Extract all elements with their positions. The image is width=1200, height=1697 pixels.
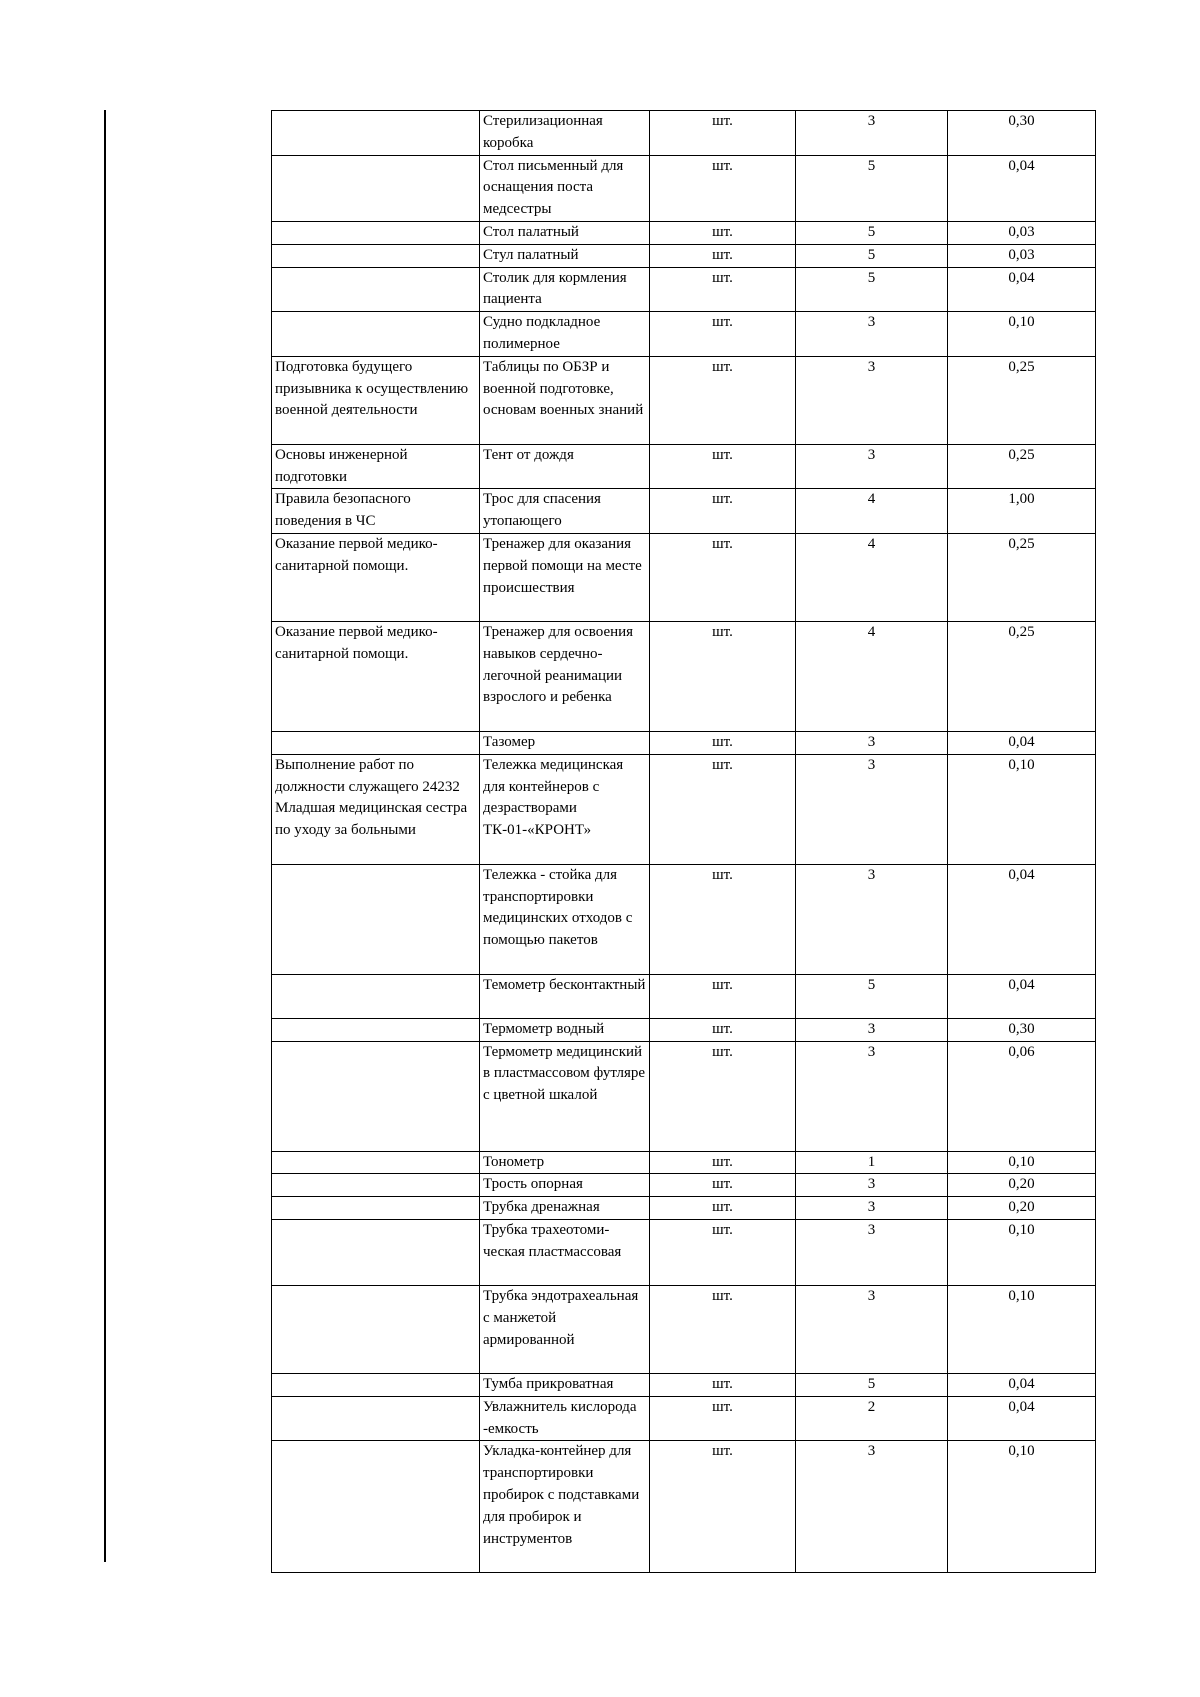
unit-cell: шт. bbox=[650, 1441, 796, 1573]
table-row bbox=[272, 267, 1096, 312]
unit-cell: шт. bbox=[650, 754, 796, 864]
table-row bbox=[272, 244, 1096, 267]
item-name-cell: Стол письменный для оснащения поста медсестры bbox=[480, 155, 650, 221]
left-margin-line bbox=[104, 110, 106, 1562]
coefficient-cell: 0,10 bbox=[948, 754, 1096, 864]
coefficient-cell: 0,30 bbox=[948, 1018, 1096, 1041]
unit-cell: шт. bbox=[650, 111, 796, 156]
item-name-cell: Термометр водный bbox=[480, 1018, 650, 1041]
quantity-cell: 3 bbox=[796, 111, 948, 156]
quantity-cell: 5 bbox=[796, 1373, 948, 1396]
unit-cell: шт. bbox=[650, 489, 796, 534]
item-name-cell: Тренажер для оказания первой помощи на месте происшествия bbox=[480, 533, 650, 621]
coefficient-cell: 0,04 bbox=[948, 267, 1096, 312]
unit-cell: шт. bbox=[650, 1219, 796, 1285]
coefficient-cell: 0,25 bbox=[948, 356, 1096, 444]
quantity-cell: 3 bbox=[796, 312, 948, 357]
section-cell bbox=[272, 155, 480, 221]
table-row bbox=[272, 312, 1096, 357]
table-row bbox=[272, 731, 1096, 754]
table-row bbox=[272, 1041, 1096, 1151]
item-name-cell: Тележка - стойка для транспортировки медицинских отходов с помощью пакетов bbox=[480, 864, 650, 974]
quantity-cell: 3 bbox=[796, 1041, 948, 1151]
item-name-cell: Тонометр bbox=[480, 1151, 650, 1174]
coefficient-cell: 0,20 bbox=[948, 1197, 1096, 1220]
coefficient-cell: 0,30 bbox=[948, 111, 1096, 156]
section-cell bbox=[272, 312, 480, 357]
unit-cell: шт. bbox=[650, 1151, 796, 1174]
section-cell bbox=[272, 731, 480, 754]
table-row bbox=[272, 1197, 1096, 1220]
section-cell bbox=[272, 1018, 480, 1041]
item-name-cell: Столик для кормления пациента bbox=[480, 267, 650, 312]
unit-cell: шт. bbox=[650, 1174, 796, 1197]
section-cell bbox=[272, 244, 480, 267]
section-cell bbox=[272, 1441, 480, 1573]
item-name-cell: Трос для спасения утопающего bbox=[480, 489, 650, 534]
table-row bbox=[272, 1373, 1096, 1396]
table-row bbox=[272, 1018, 1096, 1041]
table-row bbox=[272, 1396, 1096, 1441]
quantity-cell: 5 bbox=[796, 267, 948, 312]
section-cell: Основы инженерной подготовки bbox=[272, 444, 480, 489]
item-name-cell: Стерилизационная коробка bbox=[480, 111, 650, 156]
coefficient-cell: 0,10 bbox=[948, 1285, 1096, 1373]
item-name-cell: Судно подкладное полимерное bbox=[480, 312, 650, 357]
unit-cell: шт. bbox=[650, 1373, 796, 1396]
section-cell bbox=[272, 864, 480, 974]
unit-cell: шт. bbox=[650, 356, 796, 444]
unit-cell: шт. bbox=[650, 621, 796, 731]
unit-cell: шт. bbox=[650, 221, 796, 244]
quantity-cell: 3 bbox=[796, 1285, 948, 1373]
table-row bbox=[272, 444, 1096, 489]
item-name-cell: Стул палатный bbox=[480, 244, 650, 267]
quantity-cell: 5 bbox=[796, 221, 948, 244]
table-row bbox=[272, 1219, 1096, 1285]
item-name-cell: Тазомер bbox=[480, 731, 650, 754]
table-row bbox=[272, 221, 1096, 244]
quantity-cell: 4 bbox=[796, 489, 948, 534]
table-row bbox=[272, 754, 1096, 864]
table-row bbox=[272, 533, 1096, 621]
section-cell bbox=[272, 267, 480, 312]
unit-cell: шт. bbox=[650, 444, 796, 489]
quantity-cell: 5 bbox=[796, 244, 948, 267]
section-cell: Подготовка будущего призывника к осуществлению военной деятельности bbox=[272, 356, 480, 444]
item-name-cell: Стол палатный bbox=[480, 221, 650, 244]
item-name-cell: Тележка медицинская для контейнеров с дезрастворами ТК-01-«КРОНТ» bbox=[480, 754, 650, 864]
coefficient-cell: 0,10 bbox=[948, 1219, 1096, 1285]
item-name-cell: Таблицы по ОБЗР и военной подготовке, основам военных знаний bbox=[480, 356, 650, 444]
unit-cell: шт. bbox=[650, 533, 796, 621]
section-cell: Оказание первой медико-санитарной помощи. bbox=[272, 533, 480, 621]
section-cell bbox=[272, 1285, 480, 1373]
unit-cell: шт. bbox=[650, 1041, 796, 1151]
quantity-cell: 3 bbox=[796, 754, 948, 864]
section-cell: Оказание первой медико-санитарной помощи. bbox=[272, 621, 480, 731]
section-cell: Выполнение работ по должности служащего 24232 Младшая медицинская сестра по уходу за больными bbox=[272, 754, 480, 864]
section-cell bbox=[272, 1174, 480, 1197]
quantity-cell: 5 bbox=[796, 974, 948, 1018]
item-name-cell: Укладка-контейнер для транспортировки пробирок с подставками для пробирок и инструментов bbox=[480, 1441, 650, 1573]
section-cell bbox=[272, 974, 480, 1018]
unit-cell: шт. bbox=[650, 864, 796, 974]
coefficient-cell: 0,04 bbox=[948, 731, 1096, 754]
coefficient-cell: 0,10 bbox=[948, 312, 1096, 357]
unit-cell: шт. bbox=[650, 1396, 796, 1441]
table-row bbox=[272, 489, 1096, 534]
coefficient-cell: 0,04 bbox=[948, 155, 1096, 221]
quantity-cell: 4 bbox=[796, 621, 948, 731]
unit-cell: шт. bbox=[650, 155, 796, 221]
table-row bbox=[272, 356, 1096, 444]
coefficient-cell: 0,04 bbox=[948, 1373, 1096, 1396]
section-cell bbox=[272, 1396, 480, 1441]
coefficient-cell: 0,04 bbox=[948, 864, 1096, 974]
coefficient-cell: 0,04 bbox=[948, 1396, 1096, 1441]
table-row bbox=[272, 1441, 1096, 1573]
quantity-cell: 3 bbox=[796, 1174, 948, 1197]
coefficient-cell: 0,10 bbox=[948, 1151, 1096, 1174]
quantity-cell: 3 bbox=[796, 1197, 948, 1220]
quantity-cell: 3 bbox=[796, 1018, 948, 1041]
equipment-table bbox=[271, 110, 1096, 1573]
coefficient-cell: 0,25 bbox=[948, 621, 1096, 731]
item-name-cell: Тренажер для освоения навыков сердечно-легочной реанимации взрослого и ребенка bbox=[480, 621, 650, 731]
table-row bbox=[272, 1174, 1096, 1197]
coefficient-cell: 0,25 bbox=[948, 444, 1096, 489]
quantity-cell: 1 bbox=[796, 1151, 948, 1174]
coefficient-cell: 0,06 bbox=[948, 1041, 1096, 1151]
item-name-cell: Тент от дождя bbox=[480, 444, 650, 489]
coefficient-cell: 1,00 bbox=[948, 489, 1096, 534]
unit-cell: шт. bbox=[650, 1197, 796, 1220]
unit-cell: шт. bbox=[650, 267, 796, 312]
coefficient-cell: 0,03 bbox=[948, 221, 1096, 244]
unit-cell: шт. bbox=[650, 974, 796, 1018]
quantity-cell: 3 bbox=[796, 356, 948, 444]
coefficient-cell: 0,10 bbox=[948, 1441, 1096, 1573]
quantity-cell: 3 bbox=[796, 1441, 948, 1573]
quantity-cell: 3 bbox=[796, 731, 948, 754]
section-cell bbox=[272, 1041, 480, 1151]
section-cell bbox=[272, 111, 480, 156]
unit-cell: шт. bbox=[650, 1285, 796, 1373]
quantity-cell: 2 bbox=[796, 1396, 948, 1441]
item-name-cell: Термометр медицинский в пластмассовом футляре с цветной шкалой bbox=[480, 1041, 650, 1151]
item-name-cell: Трубка эндотрахеальная с манжетой армированной bbox=[480, 1285, 650, 1373]
table-row bbox=[272, 155, 1096, 221]
coefficient-cell: 0,03 bbox=[948, 244, 1096, 267]
section-cell: Правила безопасного поведения в ЧС bbox=[272, 489, 480, 534]
section-cell bbox=[272, 1151, 480, 1174]
coefficient-cell: 0,04 bbox=[948, 974, 1096, 1018]
table-row bbox=[272, 1285, 1096, 1373]
item-name-cell: Трубка дренажная bbox=[480, 1197, 650, 1220]
table-row bbox=[272, 621, 1096, 731]
unit-cell: шт. bbox=[650, 731, 796, 754]
table-row bbox=[272, 1151, 1096, 1174]
unit-cell: шт. bbox=[650, 312, 796, 357]
section-cell bbox=[272, 221, 480, 244]
quantity-cell: 5 bbox=[796, 155, 948, 221]
equipment-table-body bbox=[272, 111, 1096, 1573]
coefficient-cell: 0,25 bbox=[948, 533, 1096, 621]
coefficient-cell: 0,20 bbox=[948, 1174, 1096, 1197]
section-cell bbox=[272, 1373, 480, 1396]
item-name-cell: Темометр бесконтактный bbox=[480, 974, 650, 1018]
item-name-cell: Тумба прикроватная bbox=[480, 1373, 650, 1396]
section-cell bbox=[272, 1219, 480, 1285]
item-name-cell: Трость опорная bbox=[480, 1174, 650, 1197]
quantity-cell: 3 bbox=[796, 444, 948, 489]
section-cell bbox=[272, 1197, 480, 1220]
table-row bbox=[272, 111, 1096, 156]
item-name-cell: Увлажнитель кислорода -емкость bbox=[480, 1396, 650, 1441]
quantity-cell: 3 bbox=[796, 1219, 948, 1285]
table-row bbox=[272, 974, 1096, 1018]
unit-cell: шт. bbox=[650, 1018, 796, 1041]
quantity-cell: 4 bbox=[796, 533, 948, 621]
unit-cell: шт. bbox=[650, 244, 796, 267]
quantity-cell: 3 bbox=[796, 864, 948, 974]
item-name-cell: Трубка трахеотоми-ческая пластмассовая bbox=[480, 1219, 650, 1285]
table-row bbox=[272, 864, 1096, 974]
